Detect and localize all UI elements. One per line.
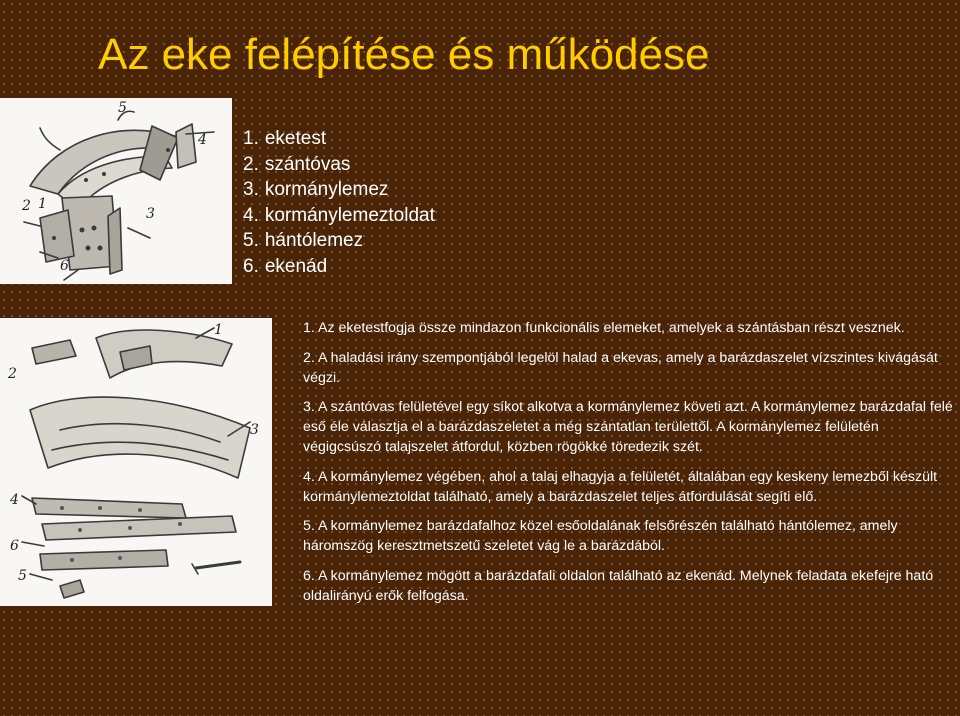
part-number: 5. (243, 230, 259, 251)
description-paragraph: 3. A szántóvas felületével egy síkot alkotva a kormánylemez követi azt. A kormánylemez barázdafal felé eső éle választja el a barázdaszeletet a még szántatlan területtől. A kormánylemez felületén végigcsúszó talajszelet átfordul, közben rögökké töredezik szét. (303, 399, 953, 455)
drawing-callout-number: 1 (214, 322, 223, 338)
part-label: kormánylemez (264, 179, 389, 200)
plow-body-assembly-drawing (0, 98, 232, 284)
part-number: 1. (243, 128, 259, 149)
drawing-callout-number: 5 (118, 100, 127, 116)
parts-list-item (243, 203, 435, 229)
description-paragraph: 2. A haladási irány szempontjából legelöl halad a ekevas, amely a barázdaszelet vízszintes kivágását végzi. (303, 349, 938, 386)
part-label: kormánylemeztoldat (264, 204, 435, 226)
drawing-callout-number: 3 (250, 422, 259, 438)
part-number: 3. (243, 179, 259, 200)
parts-list (243, 126, 435, 279)
drawing-callout-number: 4 (198, 132, 207, 148)
part-number: 4. (243, 204, 259, 226)
drawing-callout-number: 2 (22, 198, 31, 214)
plow-parts-exploded-drawing (0, 318, 272, 606)
description-paragraph: 4. A kormánylemez végében, ahol a talaj elhagyja a felületét, általában egy keskeny lemezből készült kormánylemeztoldat található, amely a barázdaszelet teljes átfordulását segíti elő. (303, 468, 938, 505)
description-paragraph: 1. Az eketestfogja össze mindazon funkcionális elemeket, amelyek a szántásban részt vesznek. (303, 320, 905, 336)
parts-list-item (243, 177, 435, 203)
drawing-callout-number: 3 (146, 206, 155, 222)
part-label: szántóvas (264, 153, 351, 175)
parts-list-item (243, 228, 435, 254)
description-paragraph: 6. A kormánylemez mögött a barázdafali oldalon található az ekenád. Melynek feladata ekefejre ható oldalirányú erők felfogása. (303, 567, 934, 604)
drawing-callout-number: 1 (38, 196, 47, 212)
drawing-callout-number: 4 (10, 492, 19, 508)
part-label: ekenád (264, 255, 328, 277)
drawing-callout-number: 6 (10, 538, 19, 554)
parts-list-item (243, 254, 435, 280)
part-number: 6. (243, 255, 259, 277)
part-number: 2. (243, 153, 259, 175)
slide-title: Az eke felépítése és működése (98, 30, 710, 79)
description-block (303, 319, 953, 617)
drawing-callout-number: 5 (18, 568, 27, 584)
drawing-callout-number: 6 (60, 258, 69, 274)
drawing-callout-number: 2 (8, 366, 17, 382)
description-paragraph: 5. A kormánylemez barázdafalhoz közel esőoldalának felsőrészén található hántólemez, amely háromszög keresztmetszetű szeletet vág le a barázdából. (303, 518, 898, 555)
plow-parts-exploded-illustration (0, 318, 272, 606)
parts-list-item (243, 152, 435, 178)
parts-list-item (243, 126, 435, 152)
part-label: eketest (264, 128, 327, 149)
plow-body-assembly-illustration (0, 98, 232, 284)
part-label: hántólemez (264, 230, 364, 251)
